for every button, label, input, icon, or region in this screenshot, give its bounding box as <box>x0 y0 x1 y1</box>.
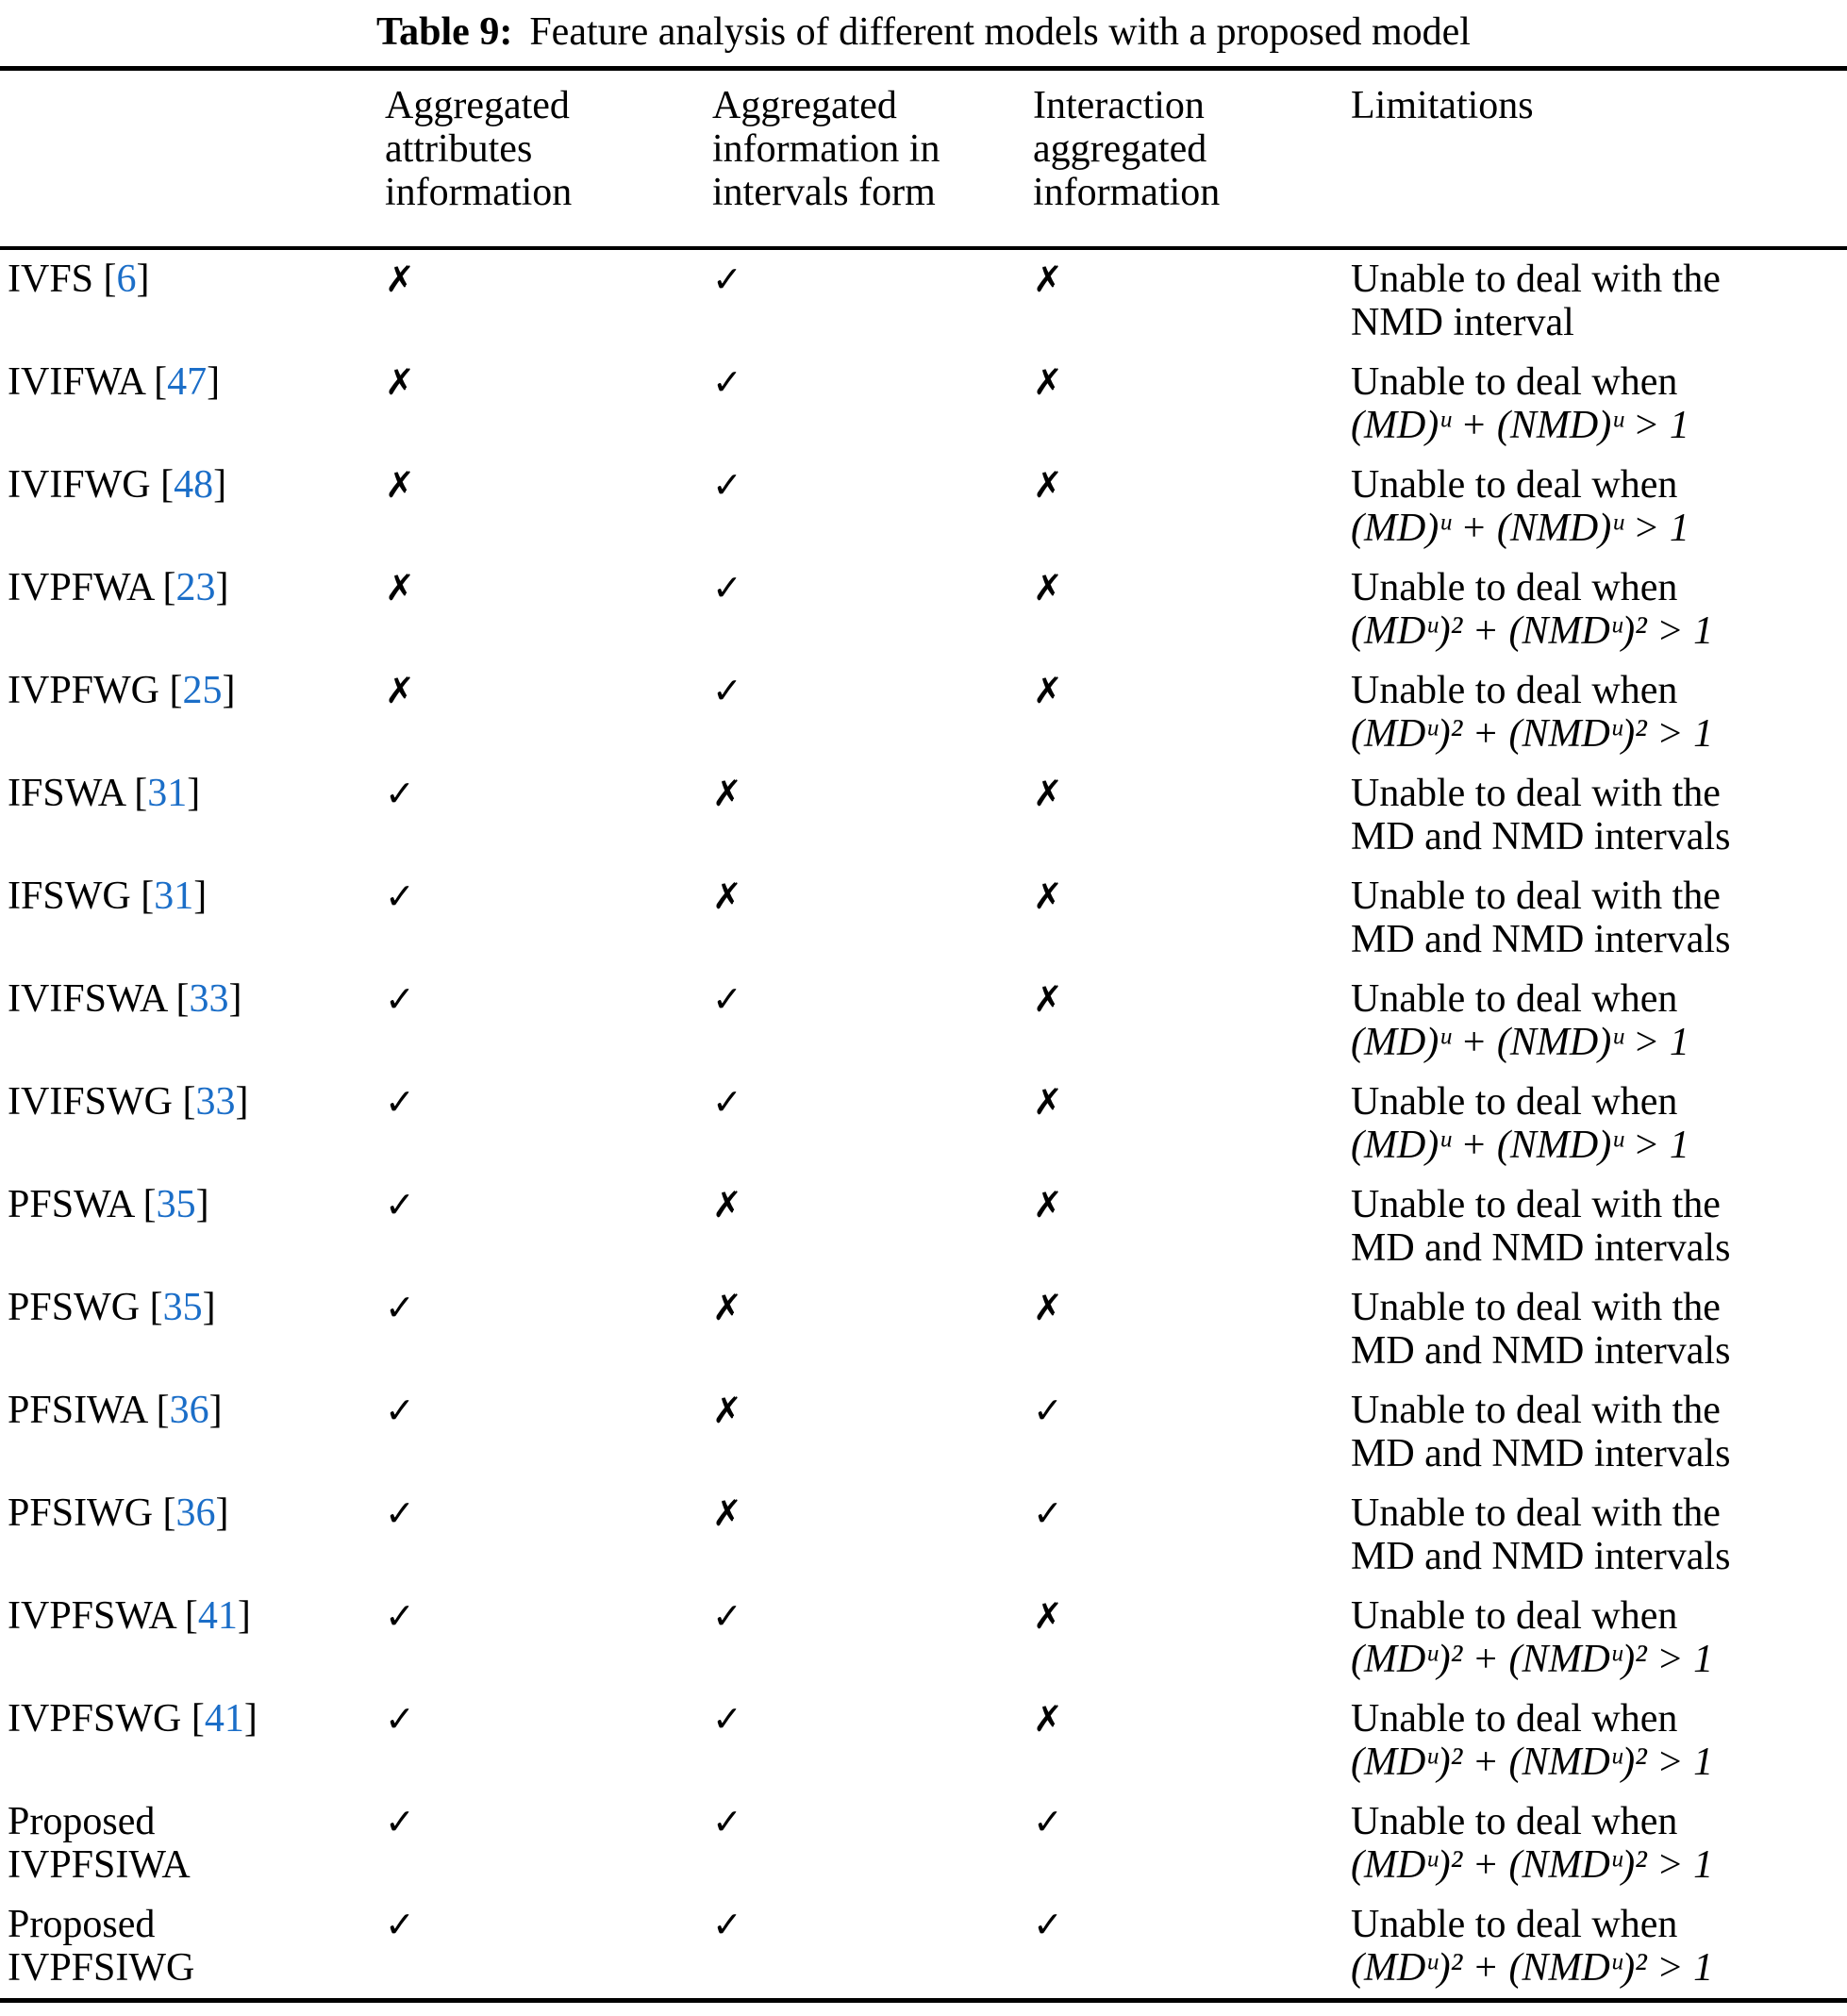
citation-bracket-open: [ <box>93 258 117 301</box>
check-icon: ✓ <box>712 1595 742 1637</box>
model-name-line <box>8 1389 385 1432</box>
model-name-line <box>8 977 385 1021</box>
model-name-line <box>8 1697 385 1741</box>
model-name: Proposed <box>8 1903 156 1946</box>
aggregated-attributes-cell <box>385 1491 712 1578</box>
check-icon: ✓ <box>712 670 742 711</box>
aggregated-intervals-cell <box>712 977 1033 1064</box>
citation-bracket-open: [ <box>153 566 176 609</box>
header-line: information in <box>712 127 940 171</box>
citation-bracket-close: ] <box>187 772 201 815</box>
model-name: IVIFSWG <box>8 1080 173 1124</box>
limitation-line1: Unable to deal with the <box>1351 1491 1721 1535</box>
citation-bracket-open: [ <box>150 463 175 507</box>
check-icon: ✓ <box>1033 1390 1063 1431</box>
aggregated-attributes-cell <box>385 1183 712 1270</box>
limitation-line1: Unable to deal when <box>1351 977 1678 1021</box>
citation-bracket-close: ] <box>202 1286 216 1329</box>
model-cell <box>8 258 385 344</box>
model-name-line <box>8 1903 385 1946</box>
model-name: PFSIWA <box>8 1389 147 1432</box>
model-cell <box>8 463 385 550</box>
aggregated-attributes-cell <box>385 1389 712 1475</box>
cross-icon: ✗ <box>712 1390 742 1431</box>
check-icon: ✓ <box>385 1492 415 1534</box>
limitation-line2: MD and NMD intervals <box>1351 1432 1731 1475</box>
header-cell-model <box>8 84 385 214</box>
interaction-cell <box>1033 258 1351 344</box>
caption-text: Feature analysis of different models with a proposed model <box>529 10 1471 54</box>
header-line: Aggregated <box>385 84 570 127</box>
model-name: IVPFWA <box>8 566 154 609</box>
interaction-cell <box>1033 669 1351 756</box>
model-name: PFSIWG <box>8 1491 154 1535</box>
limitation-line1: Unable to deal when <box>1351 1080 1678 1124</box>
check-icon: ✓ <box>385 773 415 814</box>
check-icon: ✓ <box>712 1081 742 1123</box>
interaction-cell <box>1033 1183 1351 1270</box>
limitation-line1: Unable to deal when <box>1351 566 1678 609</box>
aggregated-intervals-cell <box>712 1080 1033 1167</box>
model-name-line2: IVPFSIWA <box>8 1843 191 1887</box>
aggregated-attributes-cell <box>385 1286 712 1373</box>
check-icon: ✓ <box>385 1801 415 1842</box>
citation-bracket-close: ] <box>195 1183 209 1226</box>
limitation-cell <box>1351 772 1839 858</box>
table-row <box>0 1690 1847 1792</box>
limitation-formula: (MD)ᵘ + (NMD)ᵘ > 1 <box>1351 507 1689 550</box>
model-name-line <box>8 1286 385 1329</box>
interaction-cell <box>1033 1800 1351 1887</box>
check-icon: ✓ <box>385 978 415 1020</box>
limitation-line1: Unable to deal when <box>1351 669 1678 712</box>
check-icon: ✓ <box>712 258 742 300</box>
table-row <box>0 1484 1847 1587</box>
citation-bracket-open: [ <box>166 977 190 1021</box>
check-icon: ✓ <box>712 361 742 403</box>
header-cell-limitations: Limitations <box>1351 84 1534 127</box>
table-row <box>0 764 1847 867</box>
citation-link[interactable]: 36 <box>175 1491 216 1535</box>
citation-bracket-open: [ <box>146 1389 170 1432</box>
limitation-cell <box>1351 1491 1839 1578</box>
cross-icon: ✗ <box>1033 670 1063 711</box>
citation-link[interactable]: 31 <box>154 875 194 918</box>
model-cell <box>8 669 385 756</box>
interaction-cell <box>1033 360 1351 447</box>
model-name: PFSWG <box>8 1286 141 1329</box>
citation-bracket-close: ] <box>207 360 221 404</box>
check-icon: ✓ <box>712 567 742 608</box>
model-name-line <box>8 772 385 815</box>
check-icon: ✓ <box>712 978 742 1020</box>
model-cell <box>8 1491 385 1578</box>
header-line: information <box>385 171 573 214</box>
aggregated-attributes-cell <box>385 669 712 756</box>
cross-icon: ✗ <box>712 1492 742 1534</box>
limitation-line1: Unable to deal with the <box>1351 1286 1721 1329</box>
aggregated-attributes-cell <box>385 258 712 344</box>
aggregated-intervals-cell <box>712 566 1033 653</box>
table-row <box>0 970 1847 1073</box>
cross-icon: ✗ <box>1033 1184 1063 1225</box>
model-name-line <box>8 1491 385 1535</box>
interaction-cell <box>1033 875 1351 961</box>
limitation-line2: MD and NMD intervals <box>1351 1535 1731 1578</box>
citation-link[interactable]: 35 <box>156 1183 196 1226</box>
cross-icon: ✗ <box>712 773 742 814</box>
model-name-line <box>8 1594 385 1638</box>
citation-bracket-open: [ <box>173 1080 196 1124</box>
citation-bracket-close: ] <box>136 258 150 301</box>
model-name: IVIFSWA <box>8 977 167 1021</box>
cross-icon: ✗ <box>712 1184 742 1225</box>
interaction-cell <box>1033 1389 1351 1475</box>
limitation-cell <box>1351 977 1839 1064</box>
citation-link[interactable]: 33 <box>195 1080 236 1124</box>
header-line: attributes <box>385 127 533 171</box>
aggregated-attributes-cell <box>385 463 712 550</box>
aggregated-attributes-cell <box>385 1594 712 1681</box>
table-row <box>0 867 1847 970</box>
citation-bracket-open: [ <box>159 669 183 712</box>
interaction-cell <box>1033 772 1351 858</box>
aggregated-intervals-cell <box>712 258 1033 344</box>
model-cell <box>8 977 385 1064</box>
citation-link[interactable]: 47 <box>167 360 208 404</box>
aggregated-intervals-cell <box>712 772 1033 858</box>
check-icon: ✓ <box>1033 1492 1063 1534</box>
limitation-formula: (MDᵘ)² + (NMDᵘ)² > 1 <box>1351 1638 1714 1681</box>
limitation-cell <box>1351 1389 1839 1475</box>
model-name-line <box>8 669 385 712</box>
check-icon: ✓ <box>712 1801 742 1842</box>
citation-link[interactable]: 48 <box>174 463 214 507</box>
limitation-cell <box>1351 1697 1839 1784</box>
citation-bracket-close: ] <box>215 1491 229 1535</box>
caption-label: Table 9: <box>376 10 513 54</box>
model-cell <box>8 1800 385 1887</box>
model-cell <box>8 1286 385 1373</box>
aggregated-intervals-cell <box>712 463 1033 550</box>
aggregated-attributes-cell <box>385 566 712 653</box>
citation-bracket-close: ] <box>237 1594 251 1638</box>
header-line: Interaction <box>1033 84 1205 127</box>
cross-icon: ✗ <box>385 567 415 608</box>
citation-bracket-close: ] <box>228 977 242 1021</box>
citation-bracket-close: ] <box>208 1389 223 1432</box>
citation-bracket-close: ] <box>215 566 229 609</box>
limitation-line2: MD and NMD intervals <box>1351 918 1731 961</box>
check-icon: ✓ <box>385 1081 415 1123</box>
cross-icon: ✗ <box>1033 258 1063 300</box>
aggregated-attributes-cell <box>385 1800 712 1887</box>
citation-bracket-open: [ <box>181 1697 205 1741</box>
model-name: IVPFSWA <box>8 1594 175 1638</box>
limitation-line1: Unable to deal when <box>1351 1697 1678 1741</box>
model-name: IVPFWG <box>8 669 160 712</box>
cross-icon: ✗ <box>712 875 742 917</box>
table-row <box>0 558 1847 661</box>
limitation-line1: Unable to deal with the <box>1351 1389 1721 1432</box>
cross-icon: ✗ <box>385 464 415 506</box>
check-icon: ✓ <box>385 1595 415 1637</box>
check-icon: ✓ <box>385 1390 415 1431</box>
check-icon: ✓ <box>385 1184 415 1225</box>
aggregated-attributes-cell <box>385 1080 712 1167</box>
cross-icon: ✗ <box>1033 1595 1063 1637</box>
citation-bracket-open: [ <box>143 360 168 404</box>
model-name: PFSWA <box>8 1183 134 1226</box>
citation-bracket-open: [ <box>175 1594 198 1638</box>
model-name-line <box>8 566 385 609</box>
table-row <box>0 1895 1847 1998</box>
check-icon: ✓ <box>712 464 742 506</box>
model-cell <box>8 566 385 653</box>
citation-bracket-open: [ <box>133 1183 157 1226</box>
limitation-cell <box>1351 1286 1839 1373</box>
aggregated-attributes-cell <box>385 360 712 447</box>
table-body <box>0 250 1847 1998</box>
interaction-cell <box>1033 1903 1351 1990</box>
model-cell <box>8 1389 385 1475</box>
model-cell <box>8 875 385 961</box>
aggregated-intervals-cell <box>712 360 1033 447</box>
limitation-formula: (MD)ᵘ + (NMD)ᵘ > 1 <box>1351 404 1689 447</box>
citation-bracket-open: [ <box>153 1491 176 1535</box>
aggregated-intervals-cell <box>712 1491 1033 1578</box>
check-icon: ✓ <box>1033 1904 1063 1945</box>
cross-icon: ✗ <box>1033 773 1063 814</box>
interaction-cell <box>1033 463 1351 550</box>
limitation-line2: NMD interval <box>1351 301 1574 344</box>
limitation-line1: Unable to deal when <box>1351 1800 1678 1843</box>
limitation-cell <box>1351 875 1839 961</box>
limitation-formula: (MD)ᵘ + (NMD)ᵘ > 1 <box>1351 1021 1689 1064</box>
cross-icon: ✗ <box>1033 875 1063 917</box>
citation-link[interactable]: 35 <box>162 1286 203 1329</box>
citation-link[interactable]: 25 <box>182 669 223 712</box>
limitation-line1: Unable to deal with the <box>1351 258 1721 301</box>
limitation-cell <box>1351 1080 1839 1167</box>
limitation-line1: Unable to deal with the <box>1351 1183 1721 1226</box>
table-row <box>0 456 1847 558</box>
citation-bracket-open: [ <box>124 772 148 815</box>
interaction-cell <box>1033 1286 1351 1373</box>
table-row <box>0 1175 1847 1278</box>
citation-link[interactable]: 6 <box>116 258 137 301</box>
model-name: IFSWA <box>8 772 125 815</box>
check-icon: ✓ <box>385 1287 415 1328</box>
citation-bracket-close: ] <box>213 463 227 507</box>
citation-bracket-close: ] <box>193 875 208 918</box>
citation-bracket-open: [ <box>140 1286 163 1329</box>
table-row <box>0 250 1847 353</box>
model-name-line <box>8 1080 385 1124</box>
model-cell <box>8 772 385 858</box>
interaction-cell <box>1033 1594 1351 1681</box>
limitation-cell <box>1351 1903 1839 1990</box>
interaction-cell <box>1033 566 1351 653</box>
citation-bracket-close: ] <box>235 1080 249 1124</box>
cross-icon: ✗ <box>1033 464 1063 506</box>
model-name-line <box>8 1800 385 1843</box>
model-cell <box>8 1080 385 1167</box>
model-cell <box>8 1697 385 1784</box>
limitation-cell <box>1351 463 1839 550</box>
aggregated-intervals-cell <box>712 1800 1033 1887</box>
model-name-line <box>8 360 385 404</box>
limitation-line1: Unable to deal with the <box>1351 875 1721 918</box>
aggregated-attributes-cell <box>385 1697 712 1784</box>
table-header-row <box>0 71 1847 246</box>
aggregated-attributes-cell <box>385 772 712 858</box>
model-name: Proposed <box>8 1800 156 1843</box>
model-name: IFSWG <box>8 875 131 918</box>
cross-icon: ✗ <box>1033 567 1063 608</box>
citation-link[interactable]: 41 <box>197 1594 238 1638</box>
cross-icon: ✗ <box>385 670 415 711</box>
limitation-formula: (MD)ᵘ + (NMD)ᵘ > 1 <box>1351 1124 1689 1167</box>
header-cell-interaction <box>1033 84 1351 214</box>
model-name-line <box>8 1183 385 1226</box>
header-cell-aggregated-intervals <box>712 84 1033 214</box>
limitation-formula: (MDᵘ)² + (NMDᵘ)² > 1 <box>1351 609 1714 653</box>
limitation-cell <box>1351 1183 1839 1270</box>
table-caption <box>0 0 1847 66</box>
table-row <box>0 661 1847 764</box>
aggregated-intervals-cell <box>712 669 1033 756</box>
aggregated-attributes-cell <box>385 977 712 1064</box>
citation-bracket-close: ] <box>222 669 236 712</box>
aggregated-intervals-cell <box>712 875 1033 961</box>
model-name-line2: IVPFSIWG <box>8 1946 195 1990</box>
cross-icon: ✗ <box>1033 1287 1063 1328</box>
table-row <box>0 1073 1847 1175</box>
aggregated-attributes-cell <box>385 875 712 961</box>
table-row <box>0 1278 1847 1381</box>
limitation-formula: (MDᵘ)² + (NMDᵘ)² > 1 <box>1351 712 1714 756</box>
model-cell <box>8 1594 385 1681</box>
limitation-cell <box>1351 1594 1839 1681</box>
check-icon: ✓ <box>385 875 415 917</box>
header-line: information <box>1033 171 1221 214</box>
limitation-line1: Unable to deal when <box>1351 360 1678 404</box>
limitation-cell <box>1351 669 1839 756</box>
cross-icon: ✗ <box>385 258 415 300</box>
header-line: Aggregated <box>712 84 897 127</box>
check-icon: ✓ <box>385 1904 415 1945</box>
limitation-line2: MD and NMD intervals <box>1351 1329 1731 1373</box>
citation-bracket-open: [ <box>130 875 155 918</box>
cross-icon: ✗ <box>1033 361 1063 403</box>
table-row <box>0 353 1847 456</box>
cross-icon: ✗ <box>1033 978 1063 1020</box>
cross-icon: ✗ <box>712 1287 742 1328</box>
aggregated-intervals-cell <box>712 1286 1033 1373</box>
table-row <box>0 1792 1847 1895</box>
model-cell <box>8 1903 385 1990</box>
limitation-line2: MD and NMD intervals <box>1351 1226 1731 1270</box>
limitation-line1: Unable to deal with the <box>1351 772 1721 815</box>
model-cell <box>8 360 385 447</box>
check-icon: ✓ <box>712 1698 742 1740</box>
model-cell <box>8 1183 385 1270</box>
aggregated-intervals-cell <box>712 1594 1033 1681</box>
citation-link[interactable]: 41 <box>204 1697 244 1741</box>
interaction-cell <box>1033 1491 1351 1578</box>
bottom-rule <box>0 1998 1847 2003</box>
limitation-formula: (MDᵘ)² + (NMDᵘ)² > 1 <box>1351 1741 1714 1784</box>
citation-link[interactable]: 33 <box>189 977 229 1021</box>
table-row <box>0 1587 1847 1690</box>
check-icon: ✓ <box>1033 1801 1063 1842</box>
model-name: IVPFSWG <box>8 1697 182 1741</box>
aggregated-intervals-cell <box>712 1389 1033 1475</box>
citation-link[interactable]: 23 <box>175 566 216 609</box>
limitation-line2: MD and NMD intervals <box>1351 815 1731 858</box>
header-line: aggregated <box>1033 127 1207 171</box>
header-line: intervals form <box>712 171 936 214</box>
cross-icon: ✗ <box>1033 1081 1063 1123</box>
aggregated-intervals-cell <box>712 1903 1033 1990</box>
limitation-formula: (MDᵘ)² + (NMDᵘ)² > 1 <box>1351 1946 1714 1990</box>
limitation-cell <box>1351 258 1839 344</box>
model-name-line <box>8 463 385 507</box>
limitation-line1: Unable to deal when <box>1351 463 1678 507</box>
aggregated-intervals-cell <box>712 1183 1033 1270</box>
citation-bracket-close: ] <box>243 1697 258 1741</box>
cross-icon: ✗ <box>1033 1698 1063 1740</box>
cross-icon: ✗ <box>385 361 415 403</box>
interaction-cell <box>1033 1697 1351 1784</box>
model-name-line <box>8 875 385 918</box>
header-cell-aggregated-attributes <box>385 84 712 214</box>
interaction-cell <box>1033 977 1351 1064</box>
aggregated-attributes-cell <box>385 1903 712 1990</box>
limitation-line1: Unable to deal when <box>1351 1903 1678 1946</box>
limitation-cell <box>1351 1800 1839 1887</box>
model-name: IVIFWA <box>8 360 144 404</box>
aggregated-intervals-cell <box>712 1697 1033 1784</box>
model-name-line <box>8 258 385 301</box>
citation-link[interactable]: 31 <box>147 772 188 815</box>
limitation-line1: Unable to deal when <box>1351 1594 1678 1638</box>
interaction-cell <box>1033 1080 1351 1167</box>
check-icon: ✓ <box>385 1698 415 1740</box>
model-name: IVIFWG <box>8 463 151 507</box>
limitation-formula: (MDᵘ)² + (NMDᵘ)² > 1 <box>1351 1843 1714 1887</box>
table-row <box>0 1381 1847 1484</box>
limitation-cell <box>1351 566 1839 653</box>
model-name: IVFS <box>8 258 94 301</box>
limitation-cell <box>1351 360 1839 447</box>
check-icon: ✓ <box>712 1904 742 1945</box>
citation-link[interactable]: 36 <box>169 1389 209 1432</box>
